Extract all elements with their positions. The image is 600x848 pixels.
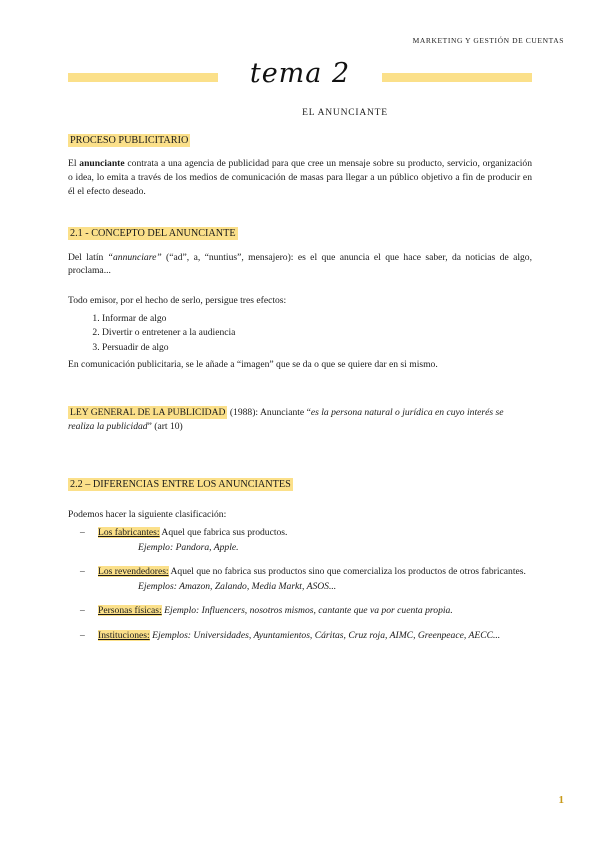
s21-p1-post: (“ad”, a, “nuntius”, mensajero): es el que anuncia el que hace saber, da noticias de algo, proclama... xyxy=(68,251,532,277)
list-item: 1. Informar de algo xyxy=(102,312,532,326)
list-item-text: Ejemplo: Influencers, nosotros mismos, cantante que va por cuenta propia. xyxy=(161,605,453,617)
proceso-text-pre: El xyxy=(68,158,80,170)
spacer xyxy=(68,492,532,508)
list-item xyxy=(68,565,532,593)
ley-general-block xyxy=(68,406,532,434)
section-heading-2-2 xyxy=(68,478,532,492)
ley-label: LEY GENERAL DE LA PUBLICIDAD xyxy=(70,407,226,419)
section-2-1 xyxy=(68,227,532,372)
paragraph-ley xyxy=(68,406,532,434)
spacer xyxy=(68,278,532,294)
s21-p1-italic: “annunciare” xyxy=(107,251,162,263)
section-heading-2-1 xyxy=(68,227,532,241)
proceso-text-post: contrata a una agencia de publicidad para que cree un mensaje sobre su producto, servicio, organización o idea, lo emita a través de los medios de comunicación de masas para llegar a un público objetivo a fin de producir en él el efecto deseado. xyxy=(68,158,532,197)
section-heading-2-1-label: 2.1 - CONCEPTO DEL ANUNCIANTE xyxy=(70,228,236,240)
spacer xyxy=(68,384,532,406)
list-item-term: Personas físicas: xyxy=(98,605,162,617)
list-item-text: Ejemplos: Universidades, Ayuntamientos, Cáritas, Cruz roja, AIMC, Greenpeace, AECC... xyxy=(149,630,501,642)
document-body xyxy=(68,134,532,656)
section-heading-proceso-label: PROCESO PUBLICITARIO xyxy=(70,135,189,146)
paragraph-proceso xyxy=(68,157,532,198)
list-item-term: Los fabricantes: xyxy=(98,526,160,538)
paragraph-2-1-3: En comunicación publicitaria, se le añade a “imagen” que se da o que se quiere dar en si mismo. xyxy=(68,359,438,371)
spacer xyxy=(68,469,532,478)
list-item xyxy=(68,526,532,554)
list-item xyxy=(68,629,532,643)
effects-list xyxy=(68,312,532,355)
list-item: 2. Divertir o entretener a la audiencia xyxy=(102,326,532,340)
document-title-row xyxy=(60,58,540,96)
list-item-text: Aquel que fabrica sus productos. xyxy=(159,526,288,538)
ley-quote: es la persona natural o jurídica en cuyo interés se realiza la publicidad xyxy=(68,407,504,432)
page-title: tema 2 xyxy=(249,58,351,89)
list-item-term: Instituciones: xyxy=(98,630,150,642)
page-subtitle: EL ANUNCIANTE xyxy=(302,108,388,118)
paragraph-2-2-intro: Podemos hacer la siguiente clasificación: xyxy=(68,509,227,521)
list-item-text: Aquel que no fabrica sus productos sino que comercializa los productos de otros fabricantes. xyxy=(168,566,526,578)
spacer xyxy=(68,447,532,469)
dash-marker: – xyxy=(80,566,85,578)
list-item: 3. Persuadir de algo xyxy=(102,341,532,355)
anunciantes-list xyxy=(68,526,532,643)
section-proceso xyxy=(68,134,532,198)
paragraph-2-1-1 xyxy=(68,251,532,278)
dash-marker: – xyxy=(80,526,85,538)
section-2-2 xyxy=(68,478,532,643)
ley-year: (1988): Anunciante “ xyxy=(227,407,311,419)
dash-marker: – xyxy=(80,630,85,642)
list-item-term: Los revendedores: xyxy=(98,566,169,578)
section-heading-2-2-label: 2.2 – DIFERENCIAS ENTRE LOS ANUNCIANTES xyxy=(70,478,291,490)
running-head: MARKETING Y GESTIÓN DE CUENTAS xyxy=(412,36,564,45)
list-item-example: Ejemplos: Amazon, Zalando, Media Markt, ASOS... xyxy=(138,580,337,592)
spacer xyxy=(68,148,532,157)
list-item xyxy=(68,604,532,618)
spacer xyxy=(68,242,532,251)
proceso-text-bold: anunciante xyxy=(79,158,125,170)
list-item-example: Ejemplo: Pandora, Apple. xyxy=(138,541,239,553)
section-heading-proceso xyxy=(68,134,532,148)
ley-close: ” (art 10) xyxy=(147,420,183,432)
page-number: 1 xyxy=(558,794,564,806)
s21-p1-pre: Del latín xyxy=(68,251,108,263)
dash-marker: – xyxy=(80,605,85,617)
spacer xyxy=(68,211,532,227)
paragraph-2-1-2: Todo emisor, por el hecho de serlo, persigue tres efectos: xyxy=(68,295,287,307)
